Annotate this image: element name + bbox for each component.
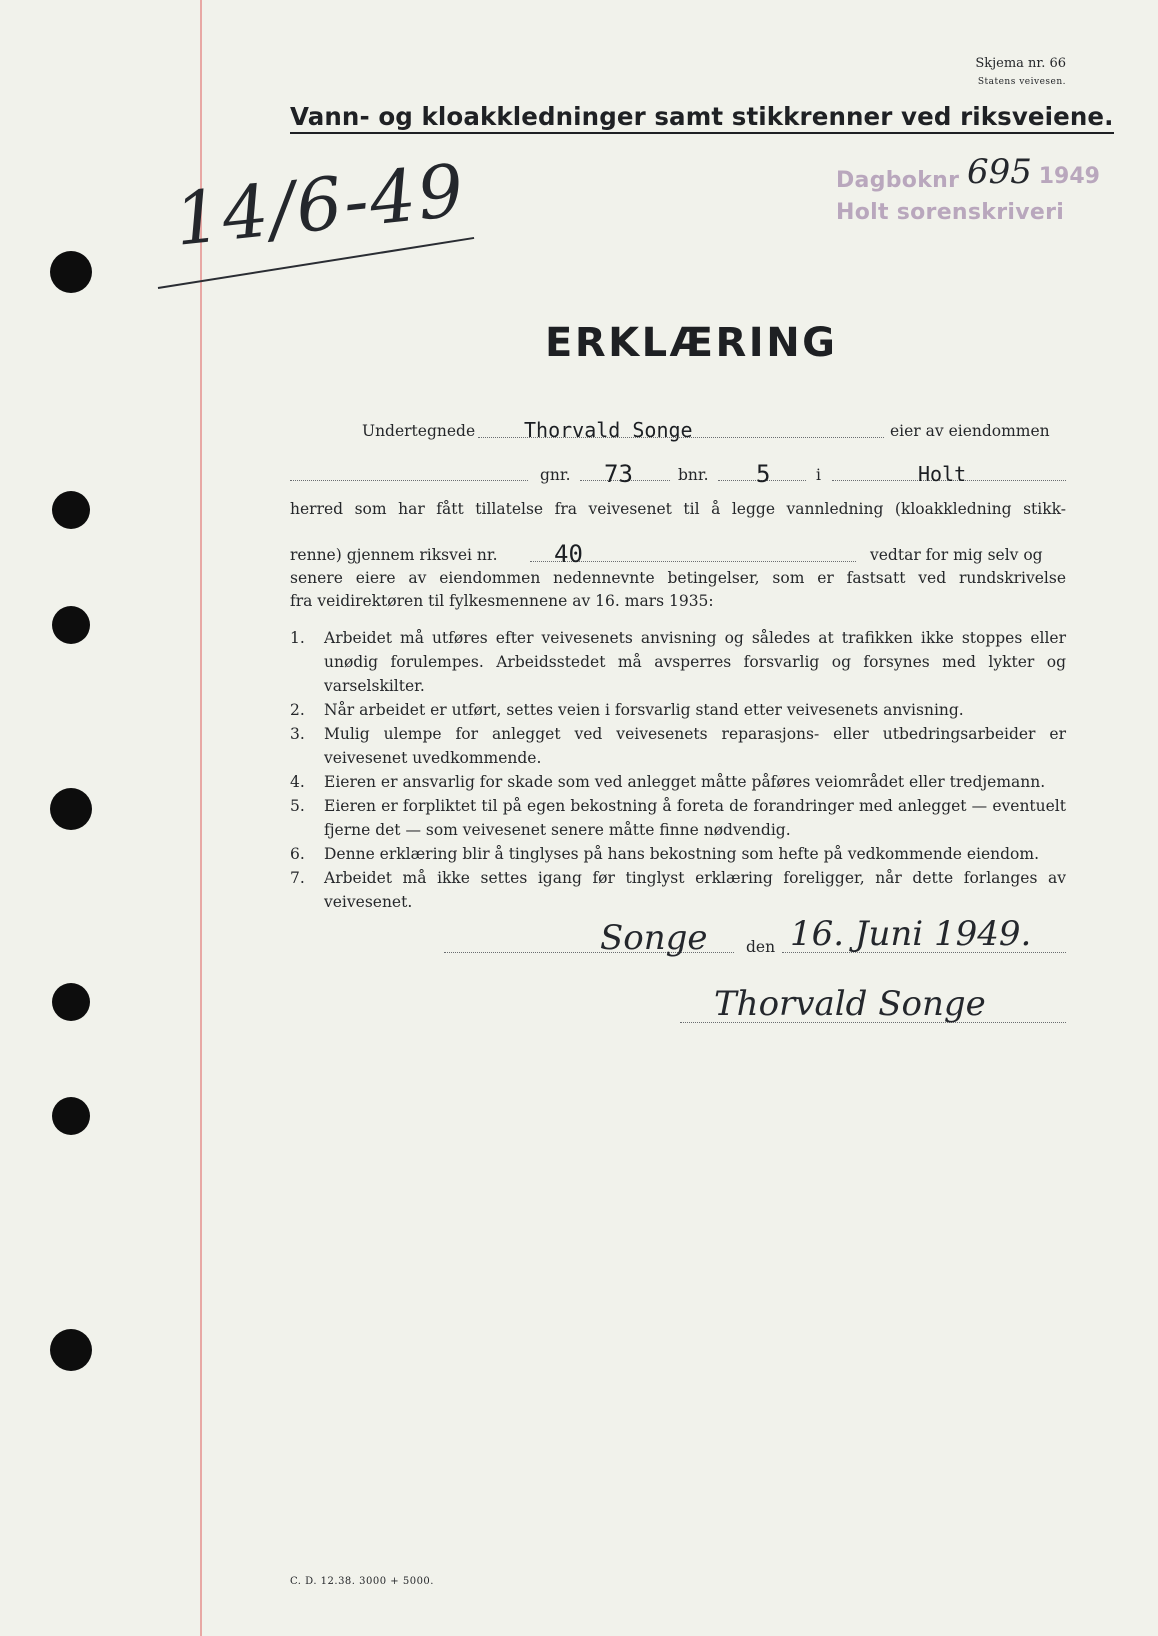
stamp-line-1 bbox=[836, 168, 959, 193]
stamp-line-2: Holt sorenskriveri bbox=[836, 200, 1065, 225]
form-issuer: Statens veivesen. bbox=[977, 77, 1066, 87]
undertegnede-label: Undertegnede bbox=[362, 422, 476, 440]
owner-name: Thorvald Songe bbox=[524, 418, 693, 442]
bnr-value: 5 bbox=[756, 460, 771, 488]
text-line-4-end: vedtar for mig selv og bbox=[870, 546, 1043, 564]
condition-text: Når arbeidet er utført, settes veien i forsvarlig stand etter veivesenets anvisning. bbox=[324, 701, 964, 719]
gnr-value: 73 bbox=[604, 460, 633, 488]
bnr-label: bnr. bbox=[678, 466, 709, 484]
eier-label: eier av eiendommen bbox=[890, 422, 1050, 440]
condition-number: 5. bbox=[290, 797, 305, 815]
stamp-year: 1949 bbox=[1038, 164, 1100, 189]
punch-hole bbox=[50, 1329, 92, 1371]
punch-hole bbox=[50, 788, 92, 830]
punch-hole bbox=[52, 983, 90, 1021]
condition-number: 7. bbox=[290, 869, 305, 887]
condition-item bbox=[290, 794, 1066, 842]
gnr-label: gnr. bbox=[540, 466, 571, 484]
condition-text: Eieren er ansvarlig for skade som ved anlegget måtte påføres veiområdet eller tredjemann. bbox=[324, 773, 1046, 791]
signature-date: 16. Juni 1949. bbox=[790, 914, 1032, 954]
document-header: Vann- og kloakkledninger samt stikkrenner ved riksveiene. bbox=[290, 102, 1114, 134]
condition-item bbox=[290, 842, 1066, 866]
condition-number: 3. bbox=[290, 725, 305, 743]
condition-text: Arbeidet må ikke settes igang før tinglyst erklæring foreligger, når dette forlanges av veivesenet. bbox=[324, 869, 1066, 911]
condition-text: Mulig ulempe for anlegget ved veivesenets reparasjons- eller utbedringsarbeider er veivesenet uvedkommende. bbox=[324, 725, 1066, 767]
stamp-label: Dagboknr bbox=[836, 168, 960, 193]
condition-number: 2. bbox=[290, 701, 305, 719]
condition-text: Arbeidet må utføres efter veivesenets anvisning og således at trafikken ikke stoppes eller unødig forulempes. Arbeidsstedet må avsperres forsvarlig og forsynes med lykter og varselskilter. bbox=[324, 629, 1066, 695]
i-label: i bbox=[816, 466, 821, 484]
condition-text: Eieren er forpliktet til på egen bekostning å foreta de forandringer med anlegget — eventuelt fjerne det — som veivesenet senere måtte finne nødvendig. bbox=[324, 797, 1066, 839]
signature-place: Songe bbox=[600, 918, 708, 958]
signature-name: Thorvald Songe bbox=[714, 984, 986, 1024]
text-line-4-start: renne) gjennem riksvei nr. bbox=[290, 546, 498, 564]
document-title: ERKLÆRING bbox=[545, 320, 838, 366]
text-line-3: herred som har fått tillatelse fra veivesenet til å legge vannledning (kloakkledning stikk- bbox=[290, 500, 1066, 518]
condition-item bbox=[290, 770, 1066, 794]
text-line-6: fra veidirektøren til fylkesmennene av 16. mars 1935: bbox=[290, 592, 714, 610]
condition-number: 6. bbox=[290, 845, 305, 863]
condition-number: 1. bbox=[290, 629, 305, 647]
condition-text: Denne erklæring blir å tinglyses på hans bekostning som hefte på vedkommende eiendom. bbox=[324, 845, 1040, 863]
handwritten-date: 14/6-49 bbox=[170, 147, 470, 262]
condition-item bbox=[290, 722, 1066, 770]
punch-hole bbox=[50, 251, 92, 293]
condition-number: 4. bbox=[290, 773, 305, 791]
print-code: C. D. 12.38. 3000 + 5000. bbox=[290, 1576, 434, 1587]
conditions-list bbox=[290, 626, 1066, 914]
riksvei-number: 40 bbox=[554, 540, 583, 568]
pre-gnr-dotted-line bbox=[290, 480, 528, 481]
form-number: Skjema nr. 66 bbox=[975, 56, 1066, 71]
stamp-handwritten-number bbox=[967, 152, 1100, 192]
stamp-number: 695 bbox=[967, 152, 1032, 192]
punch-hole bbox=[52, 606, 90, 644]
punch-hole bbox=[52, 491, 90, 529]
text-line-5: senere eiere av eiendommen nedennevnte betingelser, som er fastsatt ved rundskrivelse bbox=[290, 569, 1066, 587]
den-label: den bbox=[746, 938, 776, 956]
punch-hole bbox=[52, 1097, 90, 1135]
condition-item bbox=[290, 866, 1066, 914]
condition-item bbox=[290, 698, 1066, 722]
place-value: Holt bbox=[918, 462, 967, 486]
condition-item bbox=[290, 626, 1066, 698]
